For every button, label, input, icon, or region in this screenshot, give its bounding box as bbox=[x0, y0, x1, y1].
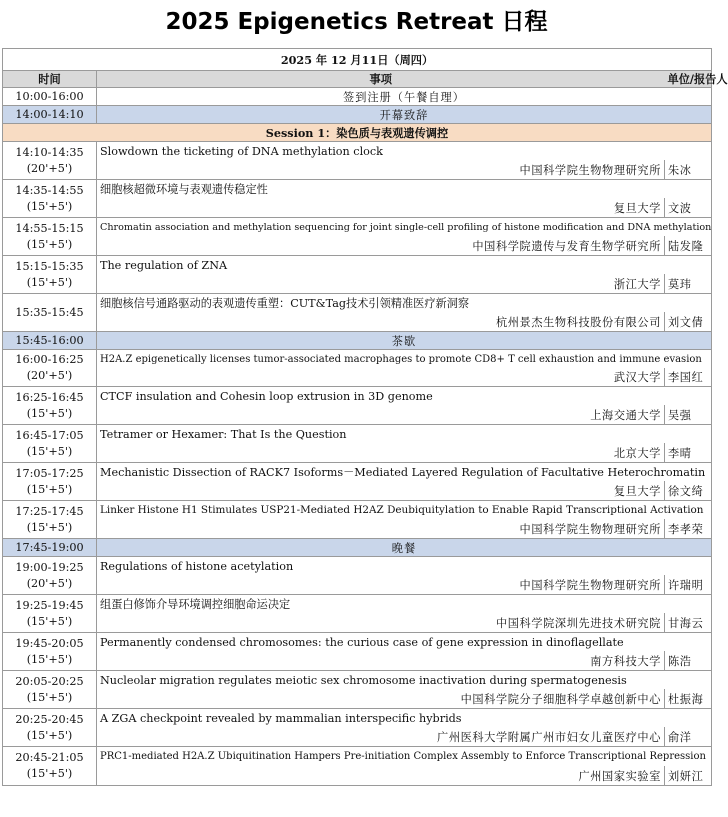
talk-organization: 中国科学院深圳先进技术研究院 bbox=[97, 613, 665, 633]
talk-time: 14:55-15:15 bbox=[15, 221, 84, 235]
schedule-table bbox=[2, 48, 728, 786]
talk-affiliation-row bbox=[3, 312, 712, 332]
event-label: 茶歇 bbox=[97, 332, 712, 350]
talk-affiliation-row bbox=[3, 160, 712, 180]
talk-duration: (15'+5') bbox=[26, 652, 73, 666]
talk-time-cell bbox=[3, 501, 97, 539]
event-label: 签到注册（午餐自理） bbox=[97, 88, 712, 106]
talk-affiliation-row bbox=[3, 575, 712, 595]
talk-duration: (15'+5') bbox=[26, 728, 73, 742]
break-row bbox=[3, 539, 712, 557]
talk-title: H2A.Z epigenetically licenses tumor-associated macrophages to promote CD8+ T cell exhaustion and immune evasion bbox=[97, 350, 712, 369]
talk-affiliation-row bbox=[3, 613, 712, 633]
talk-row bbox=[3, 595, 712, 614]
talk-speaker: 刘文倩 bbox=[665, 312, 712, 332]
talk-row bbox=[3, 501, 712, 520]
event-time: 17:45-19:00 bbox=[3, 539, 97, 557]
talk-organization: 复旦大学 bbox=[97, 198, 665, 218]
talk-time-cell bbox=[3, 425, 97, 463]
talk-title: Linker Histone H1 Stimulates USP21-Mediated H2AZ Deubiquitylation to Enable Rapid Transcriptional Activation bbox=[97, 501, 712, 520]
talk-time: 15:15-15:35 bbox=[15, 259, 84, 273]
talk-speaker: 刘妍江 bbox=[665, 766, 712, 786]
talk-affiliation-row bbox=[3, 443, 712, 463]
talk-time-cell bbox=[3, 633, 97, 671]
talk-speaker: 莫玮 bbox=[665, 274, 712, 294]
talk-speaker: 陈浩 bbox=[665, 651, 712, 671]
talk-time: 15:35-15:45 bbox=[15, 305, 84, 319]
talk-title: 细胞核信号通路驱动的表观遗传重塑：CUT&Tag技术引领精准医疗新洞察 bbox=[97, 294, 712, 313]
talk-time-cell bbox=[3, 671, 97, 709]
talk-organization: 中国科学院分子细胞科学卓越创新中心 bbox=[97, 689, 665, 709]
talk-time: 19:00-19:25 bbox=[15, 560, 84, 574]
talk-title: 细胞核超微环境与表观遗传稳定性 bbox=[97, 180, 712, 199]
talk-row bbox=[3, 180, 712, 199]
event-time: 15:45-16:00 bbox=[3, 332, 97, 350]
talk-speaker: 李孝荣 bbox=[665, 519, 712, 539]
talk-time: 20:45-21:05 bbox=[15, 751, 84, 764]
talk-speaker: 陆发隆 bbox=[665, 236, 712, 256]
talk-organization: 武汉大学 bbox=[97, 368, 665, 387]
break-row bbox=[3, 106, 712, 124]
talk-title: Mechanistic Dissection of RACK7 Isoforms－Mediated Layered Regulation of Facultative Heterochromatin bbox=[97, 463, 712, 482]
talk-duration: (15'+5') bbox=[26, 614, 73, 628]
talk-affiliation-row bbox=[3, 274, 712, 294]
page-title: 2025 Epigenetics Retreat 日程 bbox=[165, 9, 548, 35]
talk-organization: 北京大学 bbox=[97, 443, 665, 463]
session-row bbox=[3, 124, 712, 142]
event-row bbox=[3, 88, 712, 106]
talk-organization: 浙江大学 bbox=[97, 274, 665, 294]
talk-duration: (15'+5') bbox=[26, 444, 73, 458]
talk-speaker: 李国红 bbox=[665, 368, 712, 387]
talk-speaker: 朱冰 bbox=[665, 160, 712, 180]
talk-row bbox=[3, 557, 712, 576]
talk-duration: (15'+5') bbox=[26, 406, 73, 420]
talk-title: Chromatin association and methylation sequencing for joint single-cell profiling of histone modification and DNA methylation bbox=[97, 218, 712, 237]
talk-affiliation-row bbox=[3, 405, 712, 425]
event-label: 开幕致辞 bbox=[97, 106, 712, 124]
talk-speaker: 甘海云 bbox=[665, 613, 712, 633]
talk-organization: 中国科学院生物物理研究所 bbox=[97, 519, 665, 539]
talk-time: 19:45-20:05 bbox=[15, 636, 84, 650]
talk-row bbox=[3, 709, 712, 728]
event-label: 晚餐 bbox=[97, 539, 712, 557]
talk-time-cell bbox=[3, 387, 97, 425]
talk-duration: (15'+5') bbox=[26, 482, 73, 496]
talk-affiliation-row bbox=[3, 519, 712, 539]
talk-title: Nucleolar migration regulates meiotic sex chromosome inactivation during spermatogenesis bbox=[97, 671, 712, 690]
talk-speaker: 李晴 bbox=[665, 443, 712, 463]
talk-duration: (15'+5') bbox=[26, 520, 73, 534]
talk-time: 16:00-16:25 bbox=[15, 353, 84, 366]
talk-time-cell bbox=[3, 747, 97, 786]
talk-organization: 广州国家实验室 bbox=[97, 766, 665, 786]
talk-organization: 中国科学院遗传与发育生物学研究所 bbox=[97, 236, 665, 256]
talk-row bbox=[3, 463, 712, 482]
talk-affiliation-row bbox=[3, 727, 712, 747]
talk-time-cell bbox=[3, 180, 97, 218]
header-time: 时间 bbox=[3, 71, 97, 88]
talk-duration: (15'+5') bbox=[26, 767, 73, 780]
talk-speaker: 杜振海 bbox=[665, 689, 712, 709]
talk-speaker: 吴强 bbox=[665, 405, 712, 425]
talk-affiliation-row bbox=[3, 481, 712, 501]
talk-time-cell bbox=[3, 218, 97, 256]
talk-title: A ZGA checkpoint revealed by mammalian interspecific hybrids bbox=[97, 709, 712, 728]
talk-affiliation-row bbox=[3, 368, 712, 387]
talk-row bbox=[3, 294, 712, 313]
talk-time: 14:10-14:35 bbox=[15, 145, 84, 159]
talk-duration: (20'+5') bbox=[26, 576, 73, 590]
talk-duration: (20'+5') bbox=[26, 369, 73, 382]
talk-time: 17:05-17:25 bbox=[15, 466, 84, 480]
talk-organization: 中国科学院生物物理研究所 bbox=[97, 575, 665, 595]
talk-time-cell bbox=[3, 350, 97, 387]
header-row bbox=[3, 71, 712, 88]
talk-organization: 复旦大学 bbox=[97, 481, 665, 501]
talk-time-cell bbox=[3, 557, 97, 595]
talk-row bbox=[3, 633, 712, 652]
talk-row bbox=[3, 671, 712, 690]
talk-title: Regulations of histone acetylation bbox=[97, 557, 712, 576]
talk-duration: (20'+5') bbox=[26, 161, 73, 175]
talk-affiliation-row bbox=[3, 198, 712, 218]
talk-title: PRC1-mediated H2A.Z Ubiquitination Hampers Pre-initiation Complex Assembly to Enforce Transcriptional Repression bbox=[97, 747, 712, 767]
talk-time: 17:25-17:45 bbox=[15, 504, 84, 518]
talk-duration: (15'+5') bbox=[26, 690, 73, 704]
talk-time-cell bbox=[3, 463, 97, 501]
break-row bbox=[3, 332, 712, 350]
talk-time: 16:45-17:05 bbox=[15, 428, 84, 442]
talk-time: 16:25-16:45 bbox=[15, 390, 84, 404]
event-time: 14:00-14:10 bbox=[3, 106, 97, 124]
talk-row bbox=[3, 142, 712, 161]
schedule-body bbox=[3, 49, 728, 786]
talk-organization: 杭州景杰生物科技股份有限公司 bbox=[97, 312, 665, 332]
talk-time-cell bbox=[3, 595, 97, 633]
talk-time: 19:25-19:45 bbox=[15, 598, 84, 612]
talk-duration: (15'+5') bbox=[26, 237, 73, 251]
talk-affiliation-row bbox=[3, 689, 712, 709]
talk-title: The regulation of ZNA bbox=[97, 256, 712, 275]
talk-row bbox=[3, 350, 712, 369]
talk-organization: 广州医科大学附属广州市妇女儿童医疗中心 bbox=[97, 727, 665, 747]
talk-speaker: 文波 bbox=[665, 198, 712, 218]
header-org: 单位/报告人 bbox=[665, 71, 712, 88]
session-label: Session 1：染色质与表观遗传调控 bbox=[3, 124, 712, 142]
talk-duration: (15'+5') bbox=[26, 199, 73, 213]
event-time: 10:00-16:00 bbox=[3, 88, 97, 106]
talk-time-cell bbox=[3, 256, 97, 294]
talk-speaker: 徐文绮 bbox=[665, 481, 712, 501]
talk-time-cell bbox=[3, 709, 97, 747]
talk-time-cell bbox=[3, 142, 97, 180]
talk-row bbox=[3, 218, 712, 237]
talk-affiliation-row bbox=[3, 236, 712, 256]
schedule-date: 2025 年 12 月11日（周四） bbox=[3, 49, 712, 71]
talk-title: Tetramer or Hexamer: That Is the Question bbox=[97, 425, 712, 444]
talk-title: CTCF insulation and Cohesin loop extrusion in 3D genome bbox=[97, 387, 712, 406]
talk-speaker: 许瑞明 bbox=[665, 575, 712, 595]
talk-speaker: 俞洋 bbox=[665, 727, 712, 747]
talk-title: 组蛋白修饰介导环境调控细胞命运决定 bbox=[97, 595, 712, 614]
talk-affiliation-row bbox=[3, 766, 712, 786]
talk-affiliation-row bbox=[3, 651, 712, 671]
talk-duration: (15'+5') bbox=[26, 275, 73, 289]
talk-title: Permanently condensed chromosomes: the curious case of gene expression in dinoflagellate bbox=[97, 633, 712, 652]
talk-organization: 上海交通大学 bbox=[97, 405, 665, 425]
talk-row bbox=[3, 425, 712, 444]
header-item: 事项 bbox=[97, 71, 665, 88]
talk-time-cell bbox=[3, 294, 97, 332]
talk-time: 20:05-20:25 bbox=[15, 674, 84, 688]
talk-row bbox=[3, 387, 712, 406]
date-row bbox=[3, 49, 712, 71]
talk-title: Slowdown the ticketing of DNA methylation clock bbox=[97, 142, 712, 161]
talk-row bbox=[3, 747, 712, 767]
talk-time: 20:25-20:45 bbox=[15, 712, 84, 726]
talk-organization: 中国科学院生物物理研究所 bbox=[97, 160, 665, 180]
talk-time: 14:35-14:55 bbox=[15, 183, 84, 197]
talk-row bbox=[3, 256, 712, 275]
talk-organization: 南方科技大学 bbox=[97, 651, 665, 671]
